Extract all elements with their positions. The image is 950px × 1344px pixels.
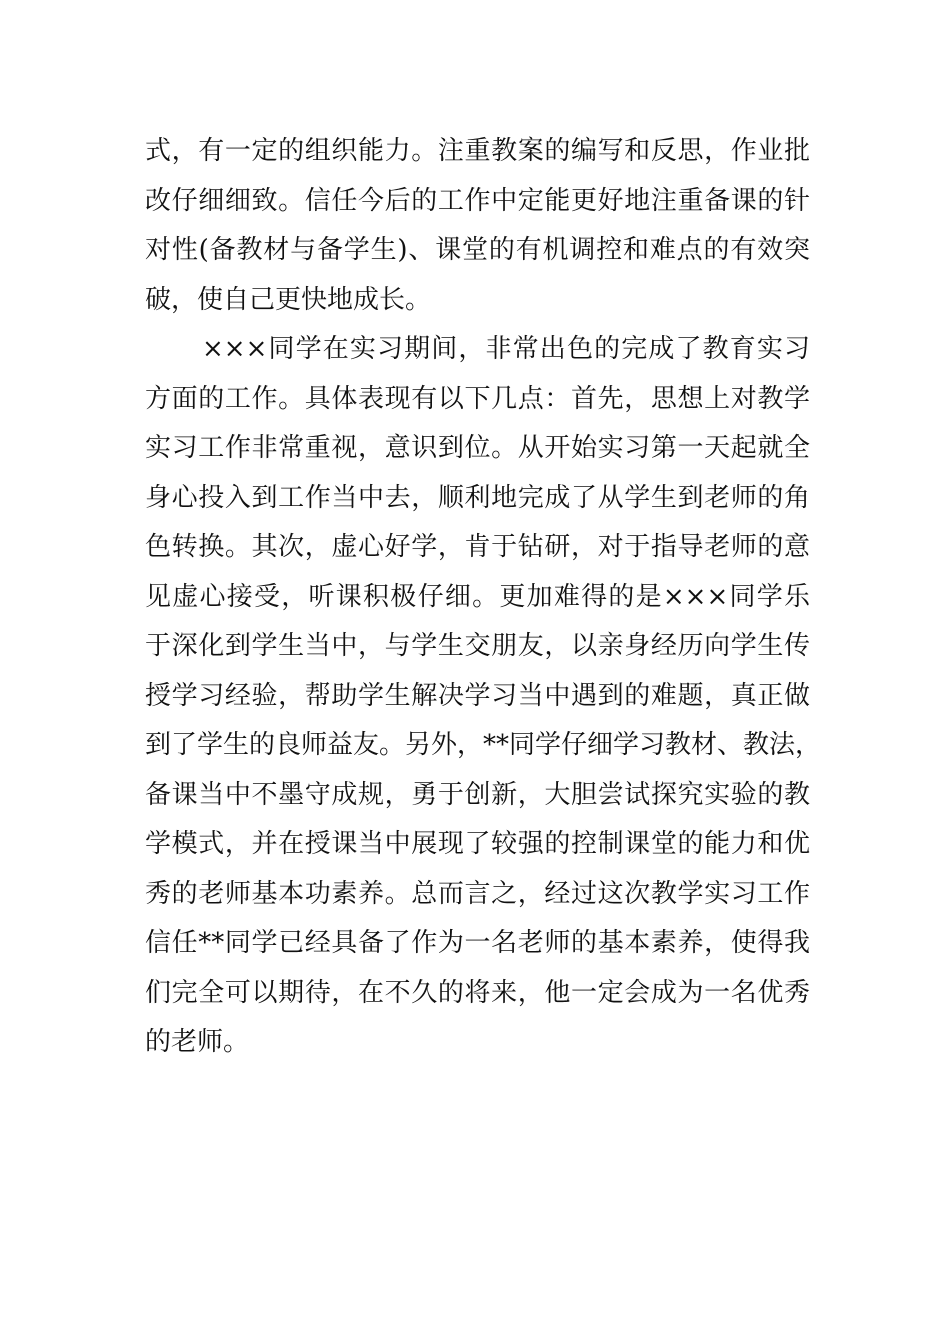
text-line: 们完全可以期待，在不久的将来，他一定会成为一名优秀 bbox=[145, 977, 810, 1008]
text-line: 方面的工作。具体表现有以下几点：首先，思想上对教学 bbox=[145, 383, 810, 414]
text-line: 式，有一定的组织能力。注重教案的编写和反思，作业批 bbox=[145, 136, 810, 166]
text-line: 秀的老师基本功素养。总而言之，经过这次教学实习工作 bbox=[145, 878, 810, 909]
text-line: 身心投入到工作当中去，顺利地完成了从学生到老师的角 bbox=[145, 482, 810, 513]
text-line: 于深化到学生当中，与学生交朋友，以亲身经历向学生传 bbox=[145, 631, 810, 661]
text-line: 学模式，并在授课当中展现了较强的控制课堂的能力和优 bbox=[145, 829, 810, 859]
text-line: 的老师。 bbox=[145, 1027, 250, 1057]
paragraph-1 bbox=[145, 127, 810, 325]
text-line: 破，使自己更快地成长。 bbox=[145, 284, 432, 315]
text-line: 见虚心接受，听课积极仔细。更加难得的是×××同学乐 bbox=[145, 581, 810, 612]
text-line: 实习工作非常重视，意识到位。从开始实习第一天起就全 bbox=[145, 433, 810, 463]
text-line: ×××同学在实习期间，非常出色的完成了教育实习 bbox=[202, 334, 810, 364]
document-body bbox=[145, 127, 822, 1068]
text-line: 改仔细细致。信任今后的工作中定能更好地注重备课的针 bbox=[145, 185, 810, 216]
text-line: 授学习经验，帮助学生解决学习当中遇到的难题，真正做 bbox=[145, 680, 810, 711]
text-line: 色转换。其次，虚心好学，肯于钻研，对于指导老师的意 bbox=[145, 532, 810, 562]
text-line: 信任**同学已经具备了作为一名老师的基本素养，使得我 bbox=[145, 928, 810, 958]
paragraph-2 bbox=[145, 325, 822, 1068]
text-line: 到了学生的良师益友。另外，**同学仔细学习教材、教法， bbox=[145, 730, 822, 760]
text-line: 对性(备教材与备学生)、课堂的有机调控和难点的有效突 bbox=[145, 235, 810, 265]
text-line: 备课当中不墨守成规，勇于创新，大胆尝试探究实验的教 bbox=[145, 779, 810, 810]
